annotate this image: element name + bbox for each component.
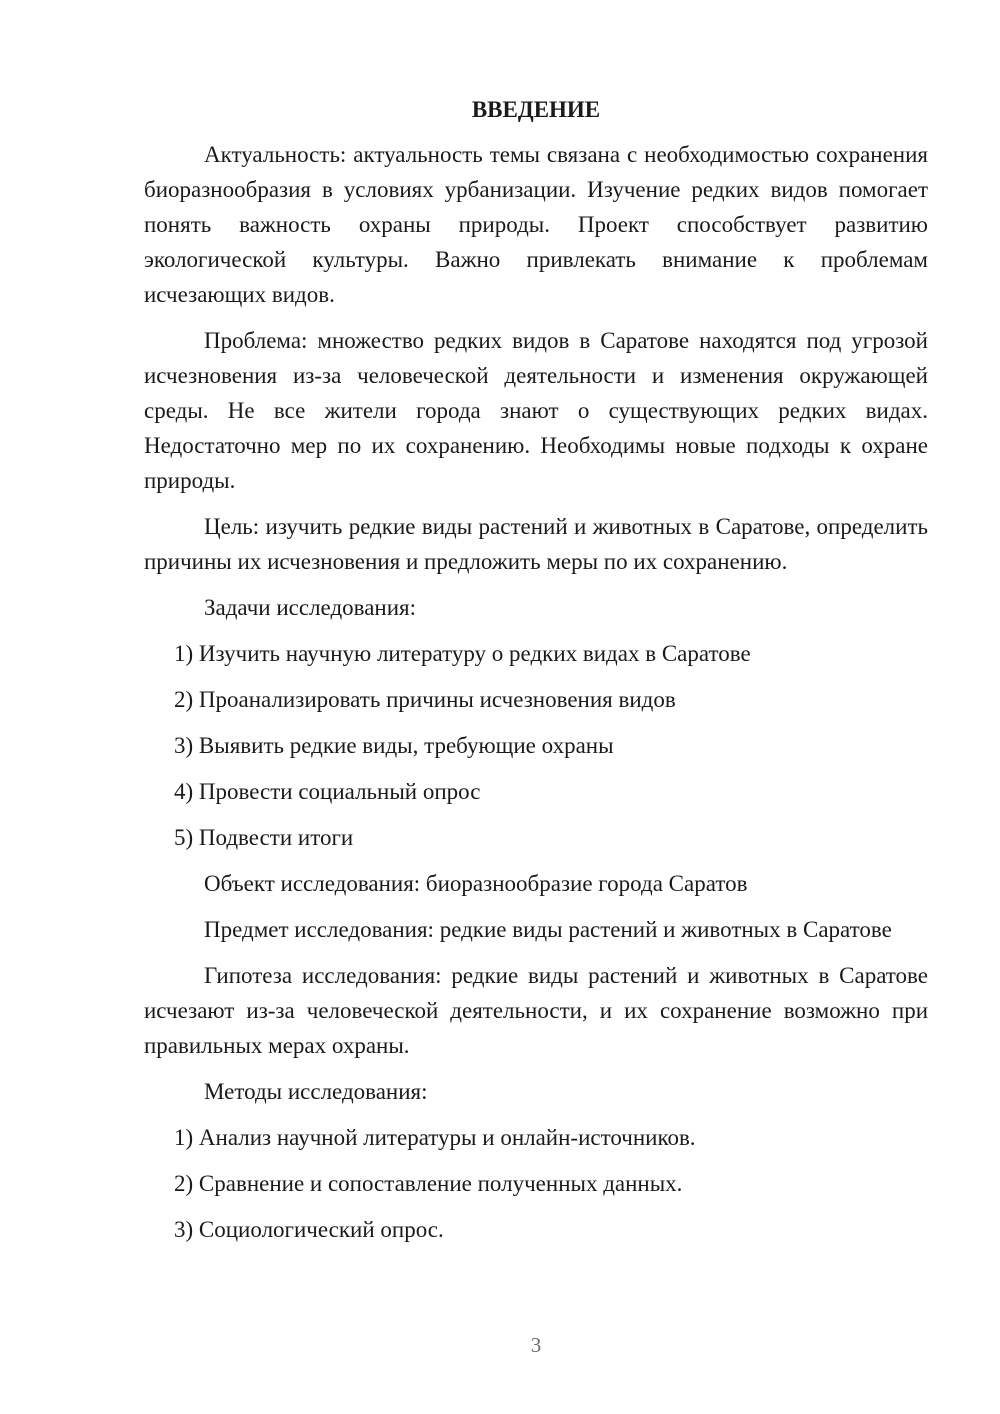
page-title: ВВЕДЕНИЕ [471,97,601,122]
object-paragraph: Объект исследования: биоразнообразие города Саратов [204,871,748,896]
task-item: 4) Провести социальный опрос [174,779,481,804]
task-item: 5) Подвести итоги [174,825,354,850]
goal-paragraph: Цель: изучить редкие виды растений и животных в Саратове, определить причины их исчезновения и предложить меры по их сохранению. [144,514,928,574]
tasks-label: Задачи исследования: [204,595,417,620]
tasks-list [144,636,928,855]
problem-paragraph: Проблема: множество редких видов в Саратове находятся под угрозой исчезновения из-за человеческой деятельности и изменения окружающей среды. Не все жители города знают о существующих редких видах. Недостаточно мер по их сохранению. Необходимы новые подходы к охране природы. [144,328,928,493]
relevance-paragraph: Актуальность: актуальность темы связана с необходимостью сохранения биоразнообразия в условиях урбанизации. Изучение редких видов помогает понять важность охраны природы. Проект способствует развитию экологической культуры. Важно привлекать внимание к проблемам исчезающих видов. [144,142,928,307]
task-item: 3) Выявить редкие виды, требующие охраны [174,733,614,758]
methods-list [144,1120,928,1247]
method-item: 3) Социологический опрос. [174,1217,444,1242]
document-page [144,92,928,1258]
method-item: 2) Сравнение и сопоставление полученных данных. [174,1171,683,1196]
task-item: 2) Проанализировать причины исчезновения видов [174,687,676,712]
page-number: 3 [530,1333,542,1357]
task-item: 1) Изучить научную литературу о редких видах в Саратове [174,641,751,666]
methods-label: Методы исследования: [204,1079,428,1104]
method-item: 1) Анализ научной литературы и онлайн-источников. [174,1125,696,1150]
hypothesis-paragraph: Гипотеза исследования: редкие виды растений и животных в Саратове исчезают из-за человеческой деятельности, и их сохранение возможно при правильных мерах охраны. [144,963,928,1058]
subject-paragraph: Предмет исследования: редкие виды растений и животных в Саратове [204,917,892,942]
